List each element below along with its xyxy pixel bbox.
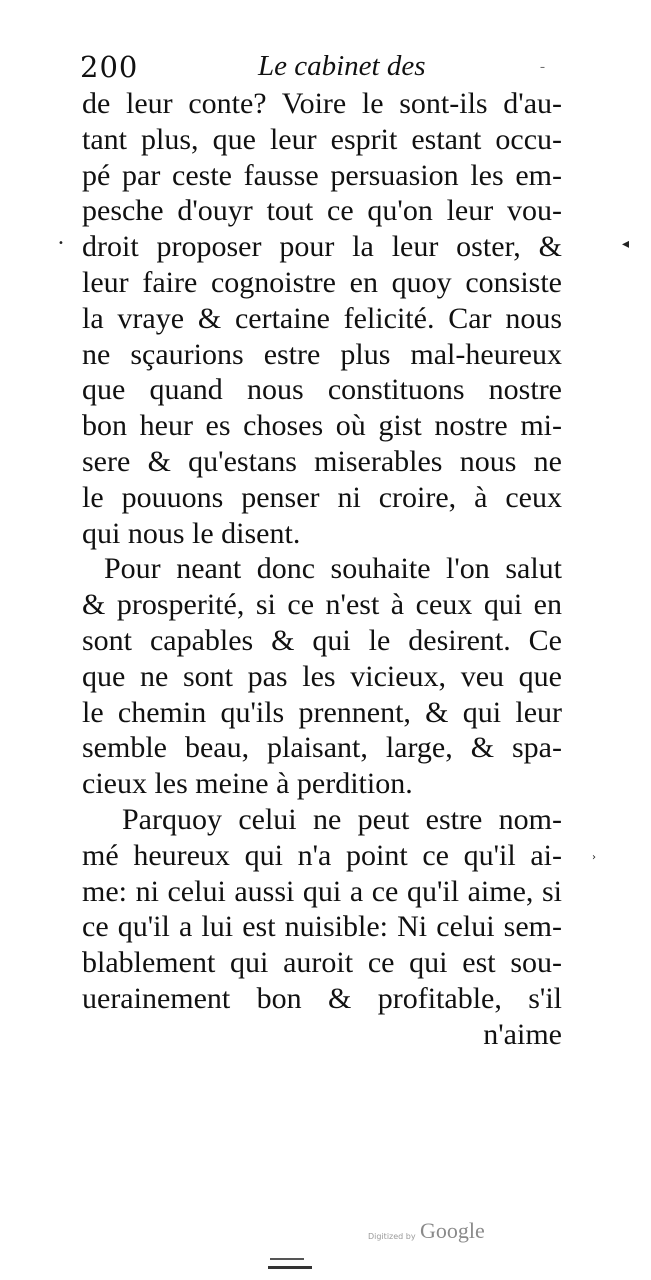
text-line: la vraye & certaine felicité. Car nous (82, 301, 562, 335)
google-logo: Google (420, 1218, 485, 1243)
text-line: que ne sont pas les vicieux, veu que (82, 659, 562, 693)
text-line: qui nous le disent. (82, 516, 301, 550)
page-header (80, 50, 560, 90)
running-title: Le cabinet des (258, 50, 426, 82)
text-line: sont capables & qui le desirent. Ce (82, 623, 562, 657)
text-line: blablement qui auroit ce qui est sou- (82, 946, 562, 980)
scan-artifact-rule (268, 1266, 312, 1269)
catchword: n'aime (483, 1017, 562, 1051)
text-line: mé heureux qui n'a point ce qu'il ai- (82, 838, 562, 872)
text-line: cieux les meine à perdition. (82, 767, 413, 801)
text-line: leur faire cognoistre en quoy consiste (82, 265, 562, 299)
text-line: sere & qu'estans miserables nous ne (82, 444, 562, 478)
text-line: Pour neant donc souhaite l'on salut (104, 552, 562, 586)
text-line: tant plus, que leur esprit estant occu- (82, 122, 562, 156)
text-line: droit proposer pour la leur oster, & (82, 230, 562, 264)
text-line: que quand nous constituons nostre (82, 373, 562, 407)
page-number: 200 (80, 50, 139, 84)
text-line: bon heur es choses où gist nostre mi- (82, 409, 562, 443)
google-watermark (368, 1218, 498, 1248)
scan-artifact-rule (270, 1258, 304, 1260)
text-line: pé par ceste fausse persuasion les em- (82, 158, 562, 192)
header-mark-dash: – (540, 62, 545, 73)
margin-arrow-icon: ◂ (622, 236, 630, 252)
text-line: semble beau, plaisant, large, & spa- (82, 731, 562, 765)
digitized-by-label: Digitized by (368, 1232, 416, 1241)
text-line: uerainement bon & profitable, s'il (82, 981, 562, 1015)
text-line: de leur conte? Voire le sont-ils d'au- (82, 87, 562, 120)
text-line: ce qu'il a lui est nuisible: Ni celui sem- (82, 910, 562, 944)
margin-dot-icon: • (58, 238, 64, 249)
text-line: le chemin qu'ils prennent, & qui leur (82, 695, 562, 729)
margin-dot-icon: › (592, 852, 596, 863)
body-text (82, 86, 562, 1053)
text-line: pesche d'ouyr tout ce qu'on leur vou- (82, 194, 562, 228)
text-line: Parquoy celui ne peut estre nom- (122, 802, 562, 836)
text-line: ne sçaurions estre plus mal-heureux (82, 337, 562, 371)
text-line: me: ni celui aussi qui a ce qu'il aime, si (82, 874, 562, 908)
text-line: le pouuons penser ni croire, à ceux (82, 480, 562, 514)
text-line: & prosperité, si ce n'est à ceux qui en (82, 588, 562, 622)
